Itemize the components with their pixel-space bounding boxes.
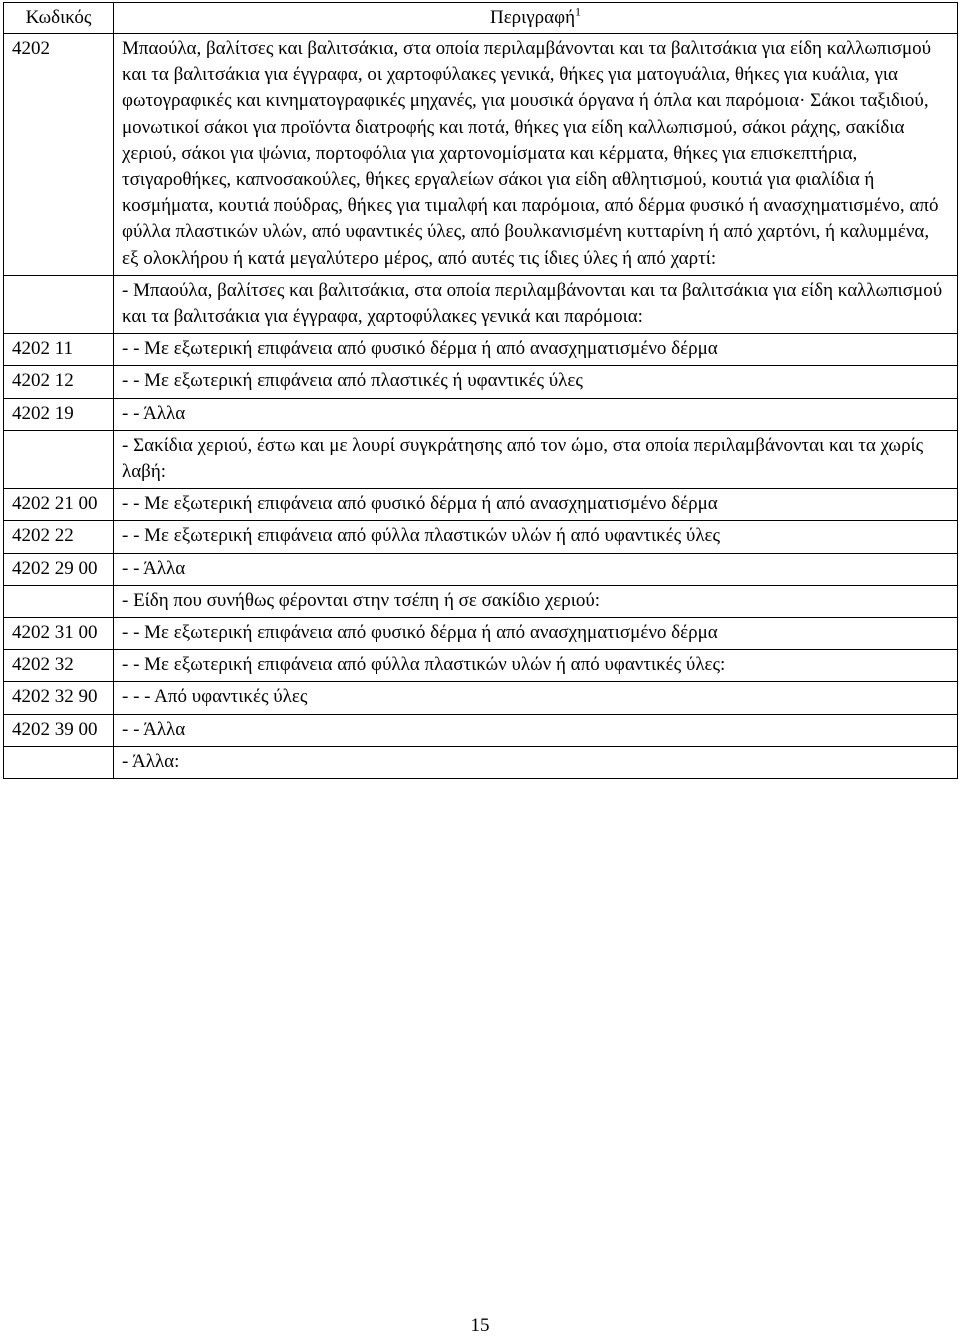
tariff-code-cell: 4202 29 00 — [4, 553, 114, 585]
table-row — [4, 585, 958, 617]
table-row — [4, 398, 958, 430]
description-cell: - - - Από υφαντικές ύλες — [114, 682, 958, 714]
tariff-code-cell: 4202 12 — [4, 366, 114, 398]
tariff-code-cell: 4202 22 — [4, 521, 114, 553]
tariff-code-cell — [4, 746, 114, 778]
description-cell: - - Με εξωτερική επιφάνεια από πλαστικές ή υφαντικές ύλες — [114, 366, 958, 398]
description-cell: - - Άλλα — [114, 553, 958, 585]
table-row — [4, 746, 958, 778]
description-cell: Μπαούλα, βαλίτσες και βαλιτσάκια, στα οποία περιλαμβάνονται και τα βαλιτσάκια για είδη καλλωπισμού και τα βαλιτσάκια για έγγραφα, οι χαρτοφύλακες γενικά, θήκες για ματογυάλια, θήκες για κυάλια, για φωτογραφικές και κινηματογραφικές μηχανές, για μουσικά όργανα ή όπλα και παρόμοια· Σάκοι ταξιδιού, μονωτικοί σάκοι για προϊόντα διατροφής και ποτά, θήκες για είδη καλλωπισμού, σάκοι ράχης, σακίδια χεριού, σάκοι για ψώνια, πορτοφόλια για χαρτονομίσματα και κέρματα, θήκες για επισκεπτήρια, τσιγαροθήκες, καπνοσακούλες, θήκες εργαλείων σάκοι για είδη αθλητισμού, κουτιά για φιαλίδια ή κοσμήματα, κουτιά πούδρας, θήκες για τιμαλφή και παρόμοια, από δέρμα φυσικό ή ανασχηματισμένο, από φύλλα πλαστικών υλών, από υφαντικές ύλες, από βουλκανισμένη κυτταρίνη ή από χαρτόνι, ή καλυμμένα, εξ ολοκλήρου ή κατά μεγαλύτερο μέρος, από αυτές τις ίδιες ύλες ή από χαρτί: — [114, 34, 958, 276]
table-row — [4, 34, 958, 276]
table-row — [4, 430, 958, 488]
tariff-code-cell: 4202 32 90 — [4, 682, 114, 714]
footnote-mark: 1 — [575, 4, 582, 19]
table-row — [4, 553, 958, 585]
description-cell: - - Με εξωτερική επιφάνεια από φυσικό δέρμα ή από ανασχηματισμένο δέρμα — [114, 334, 958, 366]
tariff-code-cell — [4, 430, 114, 488]
description-cell: - Είδη που συνήθως φέρονται στην τσέπη ή σε σακίδιο χεριού: — [114, 585, 958, 617]
description-cell: - - Άλλα — [114, 398, 958, 430]
table-row — [4, 521, 958, 553]
tariff-code-cell: 4202 32 — [4, 650, 114, 682]
table-row — [4, 618, 958, 650]
tariff-code-cell: 4202 39 00 — [4, 714, 114, 746]
table-header-row — [4, 3, 958, 34]
tariff-code-cell — [4, 585, 114, 617]
tariff-code-cell: 4202 31 00 — [4, 618, 114, 650]
description-cell: - - Με εξωτερική επιφάνεια από φυσικό δέρμα ή από ανασχηματισμένο δέρμα — [114, 489, 958, 521]
description-cell: - Μπαούλα, βαλίτσες και βαλιτσάκια, στα οποία περιλαμβάνονται και τα βαλιτσάκια για είδη καλλωπισμού και τα βαλιτσάκια για έγγραφα, χαρτοφύλακες γενικά και παρόμοια: — [114, 275, 958, 333]
table-body — [4, 34, 958, 779]
table-row — [4, 275, 958, 333]
table-row — [4, 714, 958, 746]
description-cell: - - Με εξωτερική επιφάνεια από φύλλα πλαστικών υλών ή από υφαντικές ύλες — [114, 521, 958, 553]
column-header-description-label: Περιγραφή — [489, 7, 576, 28]
table-row — [4, 366, 958, 398]
table-row — [4, 334, 958, 366]
tariff-code-cell: 4202 — [4, 34, 114, 276]
table-row — [4, 650, 958, 682]
description-cell: - Άλλα: — [114, 746, 958, 778]
table-row — [4, 489, 958, 521]
page-number: 15 — [470, 1315, 490, 1336]
description-cell: - Σακίδια χεριού, έστω και με λουρί συγκράτησης από τον ώμο, στα οποία περιλαμβάνονται και τα χωρίς λαβή: — [114, 430, 958, 488]
table-row — [4, 682, 958, 714]
tariff-table — [3, 2, 958, 779]
column-header-description — [114, 3, 958, 34]
tariff-code-cell — [4, 275, 114, 333]
description-cell: - - Με εξωτερική επιφάνεια από φύλλα πλαστικών υλών ή από υφαντικές ύλες: — [114, 650, 958, 682]
description-cell: - - Άλλα — [114, 714, 958, 746]
tariff-code-cell: 4202 19 — [4, 398, 114, 430]
description-cell: - - Με εξωτερική επιφάνεια από φυσικό δέρμα ή από ανασχηματισμένο δέρμα — [114, 618, 958, 650]
tariff-code-cell: 4202 21 00 — [4, 489, 114, 521]
column-header-code: Κωδικός — [4, 3, 114, 34]
tariff-code-cell: 4202 11 — [4, 334, 114, 366]
